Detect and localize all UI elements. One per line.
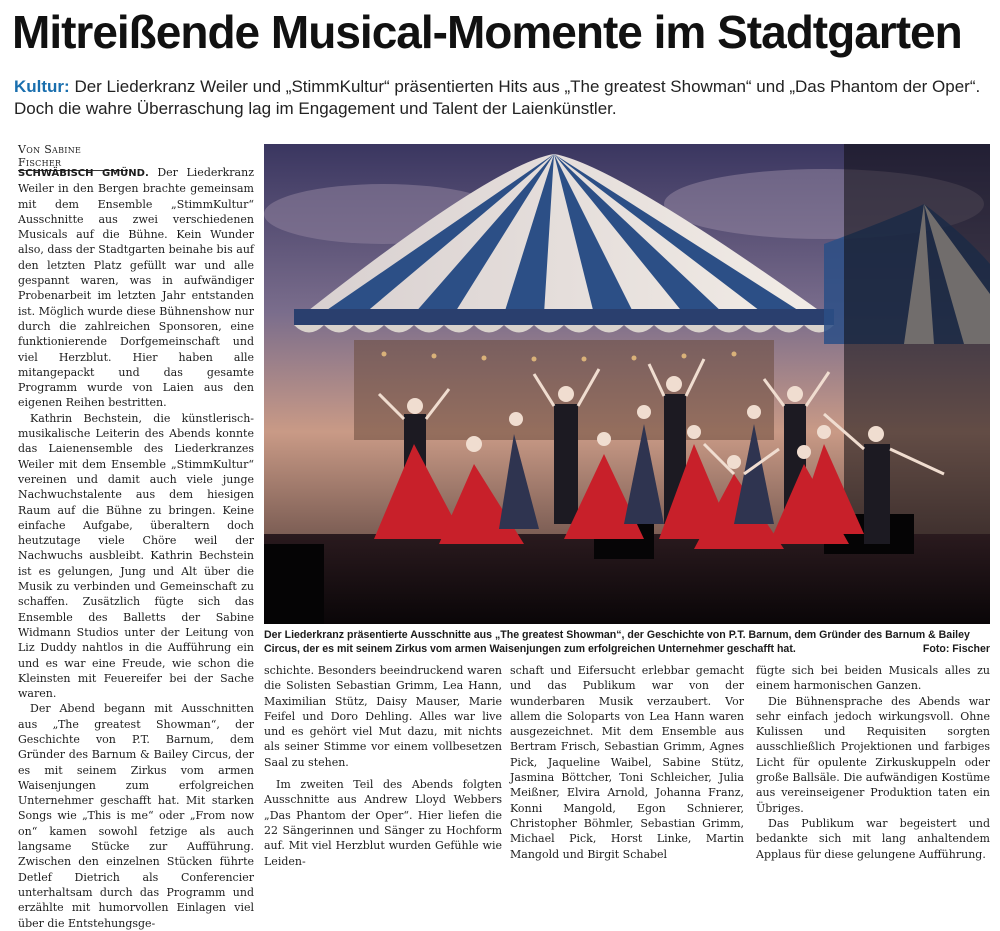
lead-paragraph <box>14 76 989 120</box>
paragraph-text: Der Liederkranz Weiler in den Bergen brachte gemeinsam mit dem Ensemble „StimmKultur“ Ausschnitte aus zwei verschiedenen Musicals auf die Bühne. Kein Wunder also, dass der Stadtgarten beinahe bis auf den letzten Platz gefüllt war und alle gespannt waren, was in aufwändiger Probenarbeit im letzten Jahr entstanden ist. Möglich wurde diese Bühnenshow nur durch die zahlreichen Sponsoren, eine funktionierende Dorfgemeinschaft und viel Herzblut. Hier haben alle mitangepackt und das gesamte Programm wurde von Laien aus den eigenen Reihen bestritten. <box>18 166 254 410</box>
paragraph: Der Abend begann mit Ausschnitten aus „The greatest Showman“, der Geschichte von P.T. Barnum, dem Gründer des Barnum & Bailey Circus, der es mit seinem Zirkus vom armen Waisenjungen zum erfolgreichen Unternehmer geschafft hat. Mit starken Songs wie „This is me“ oder „From now on“ kamen sowohl fetzige als auch langsame Stücke zur Aufführung. Zwischen den einzelnen Stücken führte Detlef Dietrich als Conferencier unterhaltsam durch das Programm und erzählte mit humorvollen Einlagen viel über die Entstehungsge- <box>18 702 254 930</box>
stage-photo <box>264 144 990 624</box>
rubric-label: Kultur: <box>14 77 70 96</box>
paragraph: fügte sich bei beiden Musicals alles zu einem harmonischen Ganzen. <box>756 664 990 693</box>
paragraph: schaft und Eifersucht erlebbar gemacht und das Publikum war von der wunderbaren Musik verzaubert. Vor allem die Soloparts von Lea Hann waren ausgezeichnet. Mit dem Ensemble aus Bertram Frisch, Sebastian Grimm, Agnes Pick, Jaqueline Waibel, Sabine Stütz, Jasmina Böttcher, Toni Schleicher, Julia Meißner, Elvira Arnold, Johanna Franz, Konni Mangold, Egon Schnierer, Christopher Böhmler, Sebastian Grimm, Michael Pick, Horst Linke, Martin Mangold und Birgit Schabel <box>510 664 744 861</box>
paragraph <box>18 165 254 411</box>
photo-caption <box>264 628 990 656</box>
paragraph: Die Bühnensprache des Abends war sehr einfach jedoch wirkungsvoll. Ohne Kulissen und Requisiten sorgten ausschließlich Projektionen und farbiges Licht für opulente Zirkuskuppeln oder große Ballsäle. Die aufwändigen Kostüme aus vereinseigener Produktion taten ein Übriges. <box>756 694 990 815</box>
article-column-4 <box>756 663 990 862</box>
byline: Von Sabine Fischer <box>18 143 128 171</box>
paragraph: Im zweiten Teil des Abends folgten Ausschnitte aus Andrew Lloyd Webbers „Das Phantom der Oper“. Hier liefen die 22 Sängerinnen und Sänger zu Hochform auf. Mit viel Herzblut wurden Gefühle wie Leiden- <box>264 778 502 868</box>
dateline: SCHWÄBISCH GMÜND. <box>18 168 149 179</box>
headline: Mitreißende Musical-Momente im Stadtgarten <box>12 6 962 58</box>
article-column-3 <box>510 663 744 862</box>
stage-photo-illustration <box>264 144 990 624</box>
caption-text: Der Liederkranz präsentierte Ausschnitte aus „The greatest Showman“, der Geschichte von P.T. Barnum, dem Gründer des Barnum & Bailey Circus, der es mit seinem Zirkus vom armen Waisenjungen zum erfolgreichen Unternehmer geschafft hat. <box>264 629 970 655</box>
article-column-1 <box>18 165 254 930</box>
photo-credit: Foto: Fischer <box>922 643 990 655</box>
paragraph: schichte. Besonders beeindruckend waren die Solisten Sebastian Grimm, Lea Hann, Maximilian Stütz, Daisy Mauser, Marie Feifel und Doro Dehling. Alles war live und es gehört viel Mut dazu, mit nichts als seiner Stimme vor einem vollbesetzen Saal zu stehen. <box>264 664 502 769</box>
paragraph: Das Publikum war begeistert und bedankte sich mit lang anhaltendem Applaus für diese gelungene Aufführung. <box>756 816 990 861</box>
article-column-2 <box>264 663 502 869</box>
lead-text-1: Der Liederkranz Weiler und „StimmKultur“ präsentierten Hits aus „The greatest Showman“ und „Das Phantom der Oper“. <box>69 77 981 96</box>
lead-text-2: Doch die wahre Überraschung lag im Engagement und Talent der Laienkünstler. <box>14 99 617 118</box>
paragraph: Kathrin Bechstein, die künstlerisch-musikalische Leiterin des Abends konnte das Laienensemble des Liederkranzes Weiler mit dem Ensemble „StimmKultur“ vereinen und damit auch viele junge Nachwuchstalente aus dem hiesigen Raum auf die Bühne zu bringen. Keine einfache Aufgabe, überaltern doch heutzutage viele Chöre weil der Nachwuchs ausbleibt. Kathrin Bechstein ist es gelungen, Jung und Alt über die Musik zu verbinden und Gemeinschaft zu schaffen. Zusätzlich fügte sich das Ensemble des Balletts der Sabine Widmann Studios unter der Leitung von Liz Duddy nahtlos in die Aufführung ein und es war eine Freude, wie schon die Kleinsten mit Feuereifer bei der Sache waren. <box>18 411 254 701</box>
